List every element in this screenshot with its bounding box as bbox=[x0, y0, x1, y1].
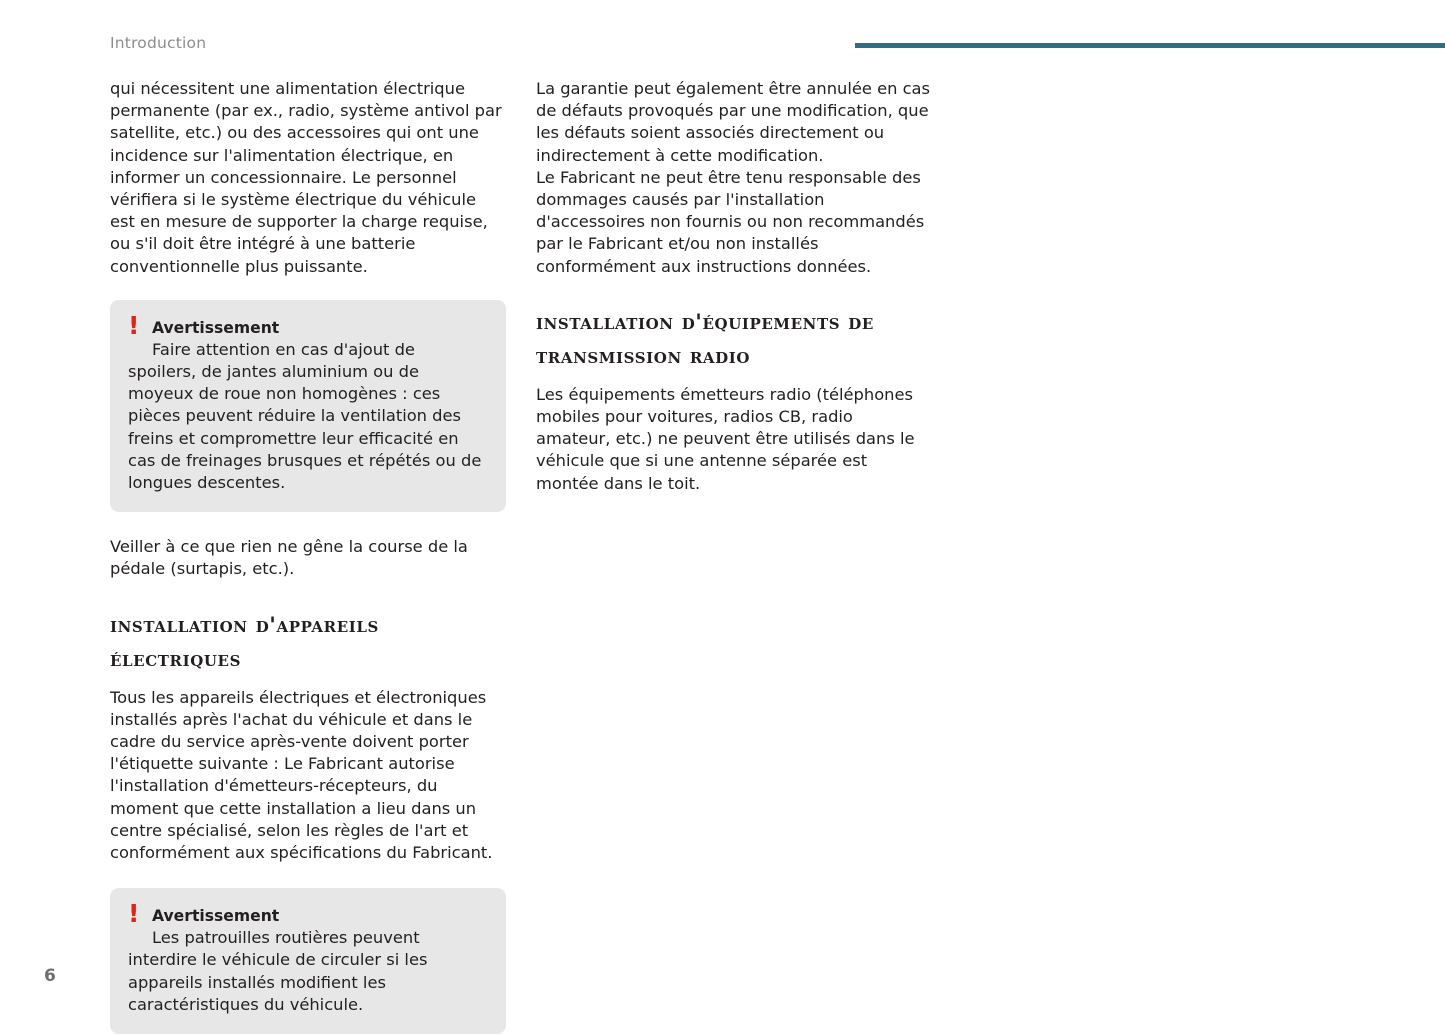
right-column bbox=[536, 78, 932, 495]
right-paragraph-3: Les équipements émetteurs radio (téléphones mobiles pour voitures, radios CB, radio amateur, etc.) ne peuvent être utilisés dans le véhicule que si une antenne séparée est montée dans le toit. bbox=[536, 384, 915, 493]
warning-1-text bbox=[128, 339, 488, 494]
right-paragraph-2: Le Fabricant ne peut être tenu responsable des dommages causés par l'installation d'accessoires non fournis ou non recommandés par le Fabricant et/ou non installés conformément aux instructions données. bbox=[536, 167, 925, 276]
right-paragraph-1: La garantie peut également être annulée en cas de défauts provoqués par une modification, que les défauts soient associés directement ou indirectement à cette modification. bbox=[536, 79, 930, 165]
warning-2-title: Avertissement bbox=[152, 907, 280, 926]
warning-1-text-body: Faire attention en cas d'ajout de spoilers, de jantes aluminium ou de moyeux de roue non homogènes : ces pièces peuvent réduire la ventilation des freins et compromettre leur efficacité en cas de freinages brusques et répétés ou de longues descentes. bbox=[128, 339, 482, 493]
warning-1-title: Avertissement bbox=[152, 318, 280, 337]
left-heading-installation-appareils: installation d'appareils électriques bbox=[110, 612, 379, 672]
warning-2-text bbox=[128, 927, 488, 1016]
header-accent-rule bbox=[855, 43, 1445, 48]
left-paragraph-1: qui nécessitent une alimentation électrique permanente (par ex., radio, système antivol par satellite, etc.) ou des accessoires qui ont une incidence sur l'alimentation électrique, en informer un concessionnaire. Le personnel vérifiera si le système électrique du véhicule est en mesure de supporter la charge requise, ou s'il doit être intégré à une batterie conventionnelle plus puissante. bbox=[110, 79, 502, 276]
page-header bbox=[0, 32, 1445, 58]
page-number: 6 bbox=[44, 966, 56, 986]
header-section-label: Introduction bbox=[110, 34, 207, 52]
warning-2-header bbox=[128, 899, 488, 929]
warning-2-text-body: Les patrouilles routières peuvent interdire le véhicule de circuler si les appareils installés modifient les caractéristiques du véhicule. bbox=[128, 928, 428, 1014]
left-paragraph-3: Tous les appareils électriques et électroniques installés après l'achat du véhicule et dans le cadre du service après-vente doivent porter l'étiquette suivante : Le Fabricant autorise l'installation d'émetteurs-récepteurs, du moment que cette installation a lieu dans un centre spécialisé, selon les règles de l'art et conformément aux spécifications du Fabricant. bbox=[110, 687, 493, 863]
right-heading-installation-radio: installation d'équipements de transmission radio bbox=[536, 309, 874, 369]
exclamation-icon: ! bbox=[128, 310, 140, 340]
warning-box-2 bbox=[110, 888, 506, 1034]
warning-1-header bbox=[128, 310, 488, 340]
left-paragraph-2: Veiller à ce que rien ne gêne la course de la pédale (surtapis, etc.). bbox=[110, 537, 468, 579]
exclamation-icon: ! bbox=[128, 899, 140, 929]
warning-box-1 bbox=[110, 300, 506, 512]
left-column bbox=[110, 78, 506, 1034]
